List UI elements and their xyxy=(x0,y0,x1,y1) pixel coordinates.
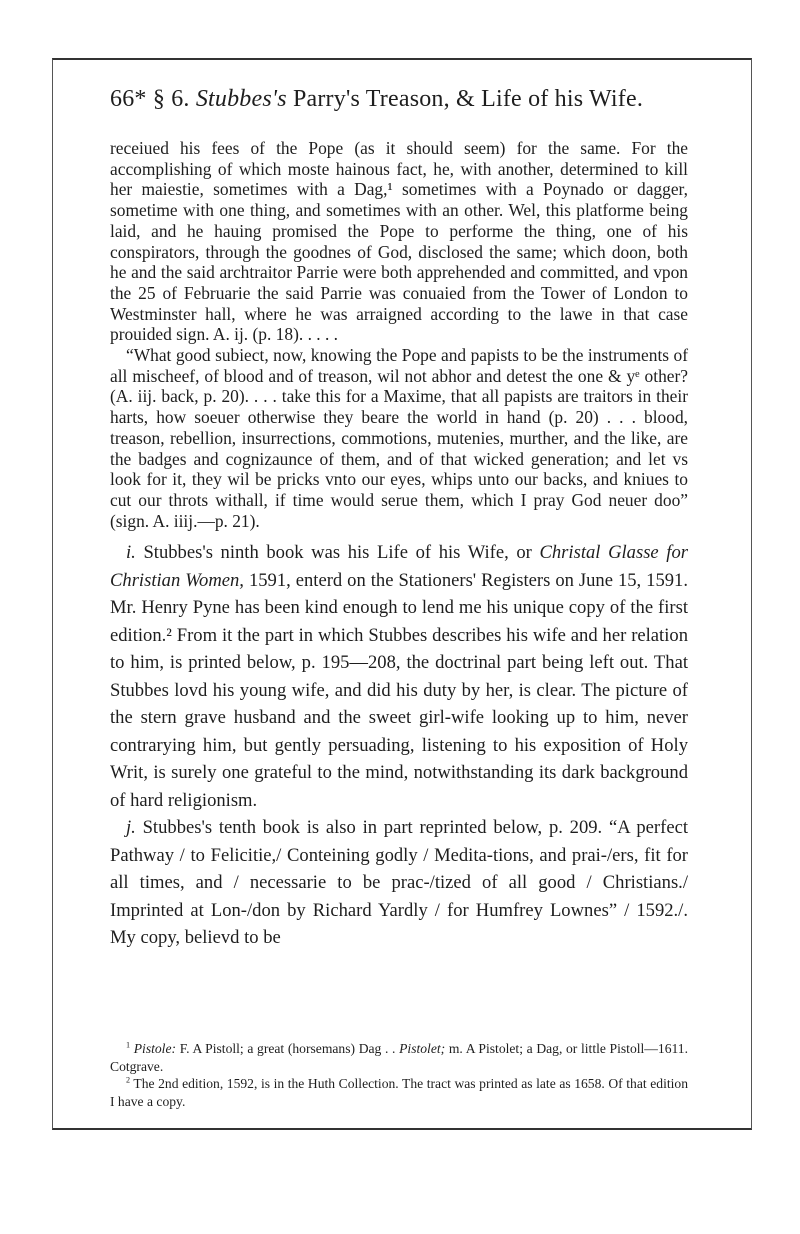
book-title-christal-glasse: Christal Glasse for Christian Women, xyxy=(110,542,688,591)
paragraph-parry-treason: receiued his fees of the Pope (as it should seem) for the same. For the accomplishing of which moste hainous fact, he, with another, determined to kill her maiestie, sometimes with a Dag,¹ sometimes with a Poynado or dagger, sometime with one thing, and sometimes with an other. Wel, this platforme being laid, and he hauing promised the Pope to performe the thing, one of his conspirators, through the goodnes of God, disclosed the same; which doon, both he and the said archtraitor Parrie were both apprehended and committed, and vpon the 25 of Februarie the said Parrie was conuaied from the Tower of London to Westminster hall, where he was arraigned according to the lawe in that case prouided sign. A. ij. (p. 18). . . . . xyxy=(110,138,688,345)
footnote-2 xyxy=(110,1075,688,1110)
item-label-i: i. xyxy=(126,542,136,564)
page-number: 66* xyxy=(110,86,147,112)
footnote-marker: 2 xyxy=(126,1075,131,1085)
body-text xyxy=(110,138,688,952)
footnote-text: The 2nd edition, 1592, is in the Huth Collection. The tract was printed as late as 1658. Of that edition I have a copy. xyxy=(110,1076,688,1109)
paragraph-text: Stubbes's ninth book was his Life of his Wife, or xyxy=(143,542,532,564)
paragraph-life-of-wife xyxy=(110,539,688,814)
running-head xyxy=(110,86,690,113)
paragraph-text: 1591, enterd on the Stationers' Registers on June 15, 1591. Mr. Henry Pyne has been kind enough to lend me his unique copy of the first edition.² From it the part in which Stubbes describes his wife and her relation to him, is printed below, p. 195—208, the doctrinal part being left out. That Stubbes lovd his young wife, and did his duty by her, is clear. The picture of the stern grave husband and the sweet girl-wife looking up to him, never contrarying him, but gently persuading, listening to his exposition of Holy Writ, is surely one grateful to the mind, notwithstanding its dark background of hard religionism. xyxy=(110,569,688,811)
footnote-text: F. A Pistoll; a great (horsemans) Dag . . xyxy=(179,1041,396,1056)
running-head-title: Parry's Treason, & Life of his Wife. xyxy=(292,86,644,112)
footnote-1 xyxy=(110,1040,688,1075)
footnote-term: Pistole: xyxy=(133,1041,177,1056)
paragraph-text: Stubbes's tenth book is also in part reprinted below, p. 209. “A perfect Pathway / to Felicitie,/ Conteining godly / Medita-tions, and prai-/ers, fit for all times, and / necessarie to be prac-/tized of all good / Christians./ Imprinted at Lon-/don by Richard Yardly / for Humfrey Lownes” / 1592./. My copy, believd to be xyxy=(110,817,688,949)
paragraph-perfect-pathway xyxy=(110,814,688,952)
paragraph-quotation: “What good subiect, now, knowing the Pope and papists to be the instruments of all mischeef, of blood and of treason, wil not abhor and detest the one & yᵉ other? (A. iij. back, p. 20). . . . take this for a Maxime, that all papists are traitors in their harts, how soeuer otherwise they beare the world in hand (p. 20) . . . blood, treason, rebellion, insurrections, commotions, mutenies, murther, and the like, are the badges and cognizaunce of them, and of that wicked generation; and let vs look for it, they wil be pricks vnto our eyes, whips unto our backs, and kniues to cut our throts withall, if time would serue them, which I pray God neuer doo” (sign. A. iiij.—p. 21). xyxy=(110,345,688,531)
footnote-text: m. A Pistolet; a Dag, or little Pistoll—1611. Cotgrave. xyxy=(110,1041,688,1074)
footnote-marker: 1 xyxy=(126,1040,131,1050)
running-head-author: Stubbes's xyxy=(195,86,287,112)
footnote-term: Pistolet; xyxy=(399,1041,446,1056)
item-label-j: j. xyxy=(126,817,136,839)
section-number: § 6. xyxy=(152,86,190,112)
footnotes xyxy=(110,1040,688,1110)
